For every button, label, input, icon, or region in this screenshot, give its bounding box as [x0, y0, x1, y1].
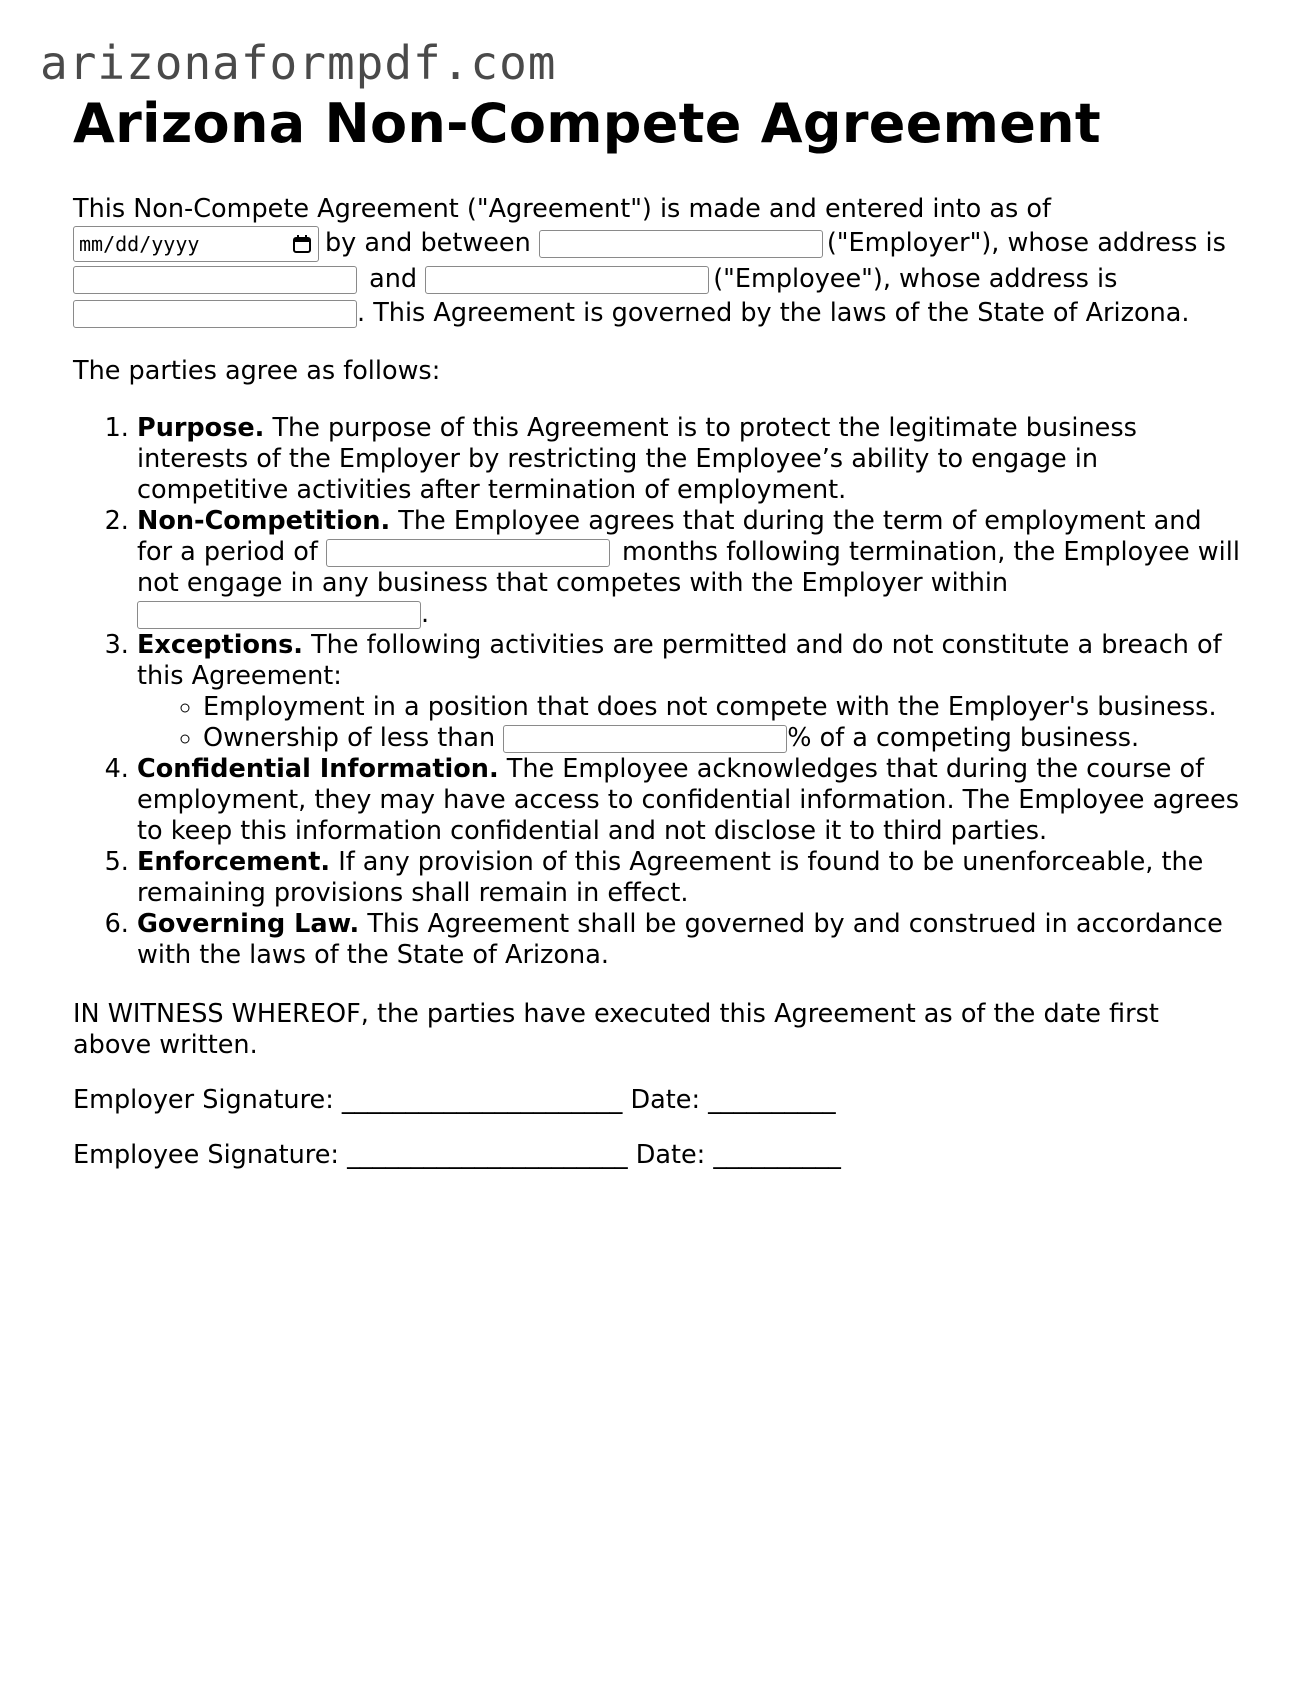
term-purpose — [137, 413, 1243, 506]
employee-name-field[interactable] — [425, 266, 709, 294]
intro-text-6: . This Agreement is governed by the laws of the State of Arizona. — [357, 298, 1190, 328]
term-text: months following termination, the Employee will not engage in any business that competes with the Employer within — [137, 537, 1240, 598]
employer-name-field[interactable] — [539, 230, 823, 258]
employee-address-field[interactable] — [73, 300, 357, 328]
term-enforcement — [137, 847, 1243, 909]
ownership-percent-field[interactable] — [503, 725, 787, 753]
term-heading: Purpose. — [137, 413, 265, 443]
intro-text-2: by and between — [325, 228, 531, 258]
document — [73, 92, 1243, 1171]
employee-signature-line: Employee Signature: ______________________ Date: __________ — [73, 1140, 841, 1170]
employer-signature-line: Employer Signature: ______________________ Date: __________ — [73, 1085, 836, 1115]
term-text: The Employee acknowledges that during the course of employment, they may have access to confidential information. The Employee agrees to keep this information confidential and not disclose it to third parties. — [137, 754, 1240, 846]
term-governing-law — [137, 909, 1243, 971]
restriction-area-field[interactable] — [137, 601, 421, 629]
calendar-icon[interactable] — [292, 234, 312, 254]
agree-statement: The parties agree as follows: — [73, 356, 441, 386]
exception-item — [203, 723, 1243, 754]
agreement-date-input[interactable] — [73, 226, 319, 262]
term-text: The purpose of this Agreement is to protect the legitimate business interests of the Employer by restricting the Employee’s ability to engage in competitive activities after termination of employment. — [137, 413, 1137, 505]
exception-item: ◦ Employment in a position that does not compete with the Employer's business. — [203, 692, 1243, 723]
intro-text-1: This Non-Compete Agreement ("Agreement") is made and entered into as of — [73, 194, 1051, 224]
exceptions-list — [137, 692, 1243, 754]
employer-address-field[interactable] — [73, 266, 357, 294]
term-heading: Exceptions. — [137, 630, 303, 660]
term-heading: Non-Competition. — [137, 506, 391, 536]
term-text: The Employee agrees that during the term of employment and for a period of — [137, 506, 1202, 567]
term-text: The following activities are permitted and do not constitute a breach of this Agreement: — [137, 630, 1222, 691]
exception-text: % of a competing business. — [787, 723, 1140, 753]
intro-text-4: and — [369, 264, 418, 294]
term-heading: Governing Law. — [137, 909, 360, 939]
term-confidential-information — [137, 754, 1243, 847]
witness-statement: IN WITNESS WHEREOF, the parties have executed this Agreement as of the date first above written. — [73, 999, 1159, 1060]
term-heading: Enforcement. — [137, 847, 331, 877]
restriction-months-field[interactable] — [326, 539, 610, 567]
intro-paragraph — [73, 192, 1243, 330]
date-placeholder: mm/dd/yyyy — [79, 232, 200, 256]
term-text: . — [421, 599, 430, 629]
term-heading: Confidential Information. — [137, 754, 499, 784]
intro-text-5: ("Employee"), whose address is — [713, 264, 1118, 294]
term-text: This Agreement shall be governed by and construed in accordance with the laws of the State of Arizona. — [137, 909, 1223, 970]
term-text: If any provision of this Agreement is found to be unenforceable, the remaining provisions shall remain in effect. — [137, 847, 1204, 908]
term-exceptions — [137, 630, 1243, 754]
terms-list — [73, 413, 1243, 971]
page-title: Arizona Non-Compete Agreement — [73, 92, 1101, 155]
intro-text-3: ("Employer"), whose address is — [826, 228, 1226, 258]
exception-text: Ownership of less than — [203, 723, 496, 753]
term-non-competition — [137, 506, 1243, 630]
watermark: arizonaformpdf.com — [40, 36, 557, 90]
